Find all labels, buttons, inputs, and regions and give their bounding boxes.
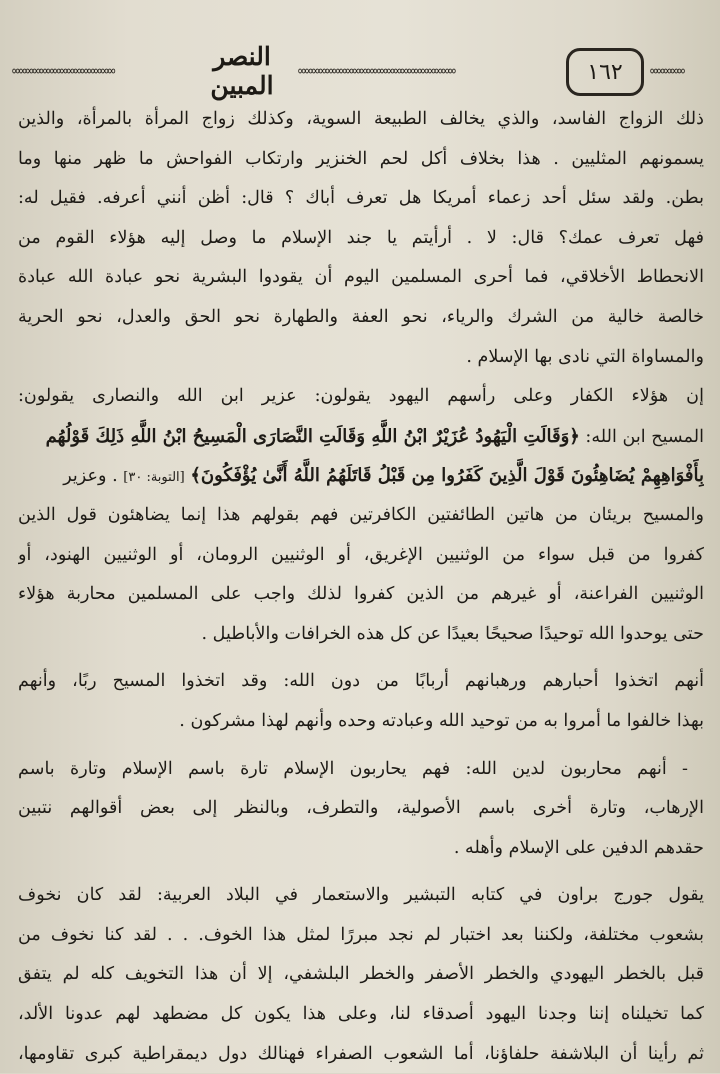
page-body [18,100,704,1074]
text-line: يسمونهم المثليين . هذا بخلاف أكل لحم الخنزير وارتكاب الفواحش ما ظهر منها وما [18,148,704,169]
quran-verse: ﴿وَقَالَتِ الْيَهُودُ عُزَيْرٌ ابْنُ اللَّهِ وَقَالَتِ النَّصَارَى الْمَسِيحُ ابْنُ اللَّهِ ذَلِكَ قَوْلُهُم [45,425,580,447]
verse-reference: [التوبة: ٣٠] [123,470,185,486]
text-line-lead: المسيح ابن الله: [585,426,704,447]
text-line: إن هؤلاء الكفار وعلى رأسهم اليهود يقولون: عزير ابن الله والنصارى يقولون: [18,386,704,407]
text-line: بطن. ولقد سئل أحد زعماء أمريكا هل تعرف أباك ؟ قال: أظن أنني أعرفه. فقيل له: [18,188,704,209]
header-ornament-middle: ∞∞∞∞∞∞∞∞∞∞∞∞∞∞∞∞∞∞∞∞∞∞∞ [298,64,456,76]
quran-intro-line [18,417,704,457]
text-line: حقدهم الدفين على الإسلام وأهله . [453,837,704,858]
quran-verse-cont: بِأَفْوَاهِهِمْ يُضَاهِئُونَ قَوْلَ الَّذِينَ كَفَرُوا مِن قَبْلُ قَاتَلَهُمُ اللَّهُ أَنَّىٰ يُؤْفَكُونَ﴾ [190,465,704,487]
text-line-tail: . وعزير [63,466,118,487]
text-line: ذلك الزواج الفاسد، والذي يخالف الطبيعة السوية، وكذلك زواج المرأة بالمرأة، والذين [18,109,704,129]
text-line: ثم رأينا أن البلاشفة حلفاؤنا، أما الشعوب الصفراء فهنالك دول ديمقراطية كبرى تقاومها، [18,1043,704,1064]
text-line: والمساواة التي نادى بها الإسلام . [466,346,704,367]
text-line: - أنهم محاربون لدين الله: فهم يحاربون الإسلام تارة باسم الإسلام وتارة باسم [18,758,688,779]
text-line: الوثنيين الفراعنة، أو غيرهم من الذين كفروا لذلك واجب على المسلمين محاربة هؤلاء [18,584,704,605]
text-line: يقول جورج براون في كتابه التبشير والاستعمار في البلاد العربية: لقد كان نخوف [18,885,704,906]
text-line: كما تخيلناه إننا وجدنا اليهود أصدقاء لنا، وعلى هذا يكون كل مضطهد لهم عدونا الألد، [18,1004,704,1025]
quran-verse-line [18,456,704,496]
text-line: فهل تعرف عمك؟ قال: لا . أرأيتم يا جند الإسلام ما وصل إليه هؤلاء القوم من [18,227,704,248]
text-line: والمسيح بريئان من هاتين الطائفتين الكافرتين فهم بقولهم هذا إنما يضاهئون قول الذين [18,504,704,525]
running-title: النصر المبين [210,42,274,100]
text-line: خالصة خالية من الشرك والرياء، نحو العفة والطهارة نحو الحق والعدل، نحو الحرية [18,306,704,327]
text-line: بشعوب مختلفة، ولكننا بعد اختبار لم نجد مبررًا لمثل هذا الخوف. . . لقد كنا نخوف من [18,924,704,945]
text-line: كفروا من قبل سواء من الوثنيين الإغريق، أو الوثنيين الرومان، أو الوثنيين الهنود، أو [18,544,704,565]
page-header [0,28,720,98]
text-line: حتى يوحدوا الله توحيدًا صحيحًا بعيدًا عن كل هذه الخرافات والأباطيل . [201,623,704,644]
page-number: ١٦٢ [566,48,644,96]
text-line: الإرهاب، وتارة أخرى باسم الأصولية، والتطرف، وبالنظر إلى بعض أقوالهم نتبين [18,798,704,819]
text-line: بهذا خالفوا ما أمروا به من توحيد الله وعبادته وحده وأنهم لهذا مشركون . [179,710,704,731]
text-line: قبل بالخطر اليهودي والخطر الأصفر والخطر البلشفي، إلا أن هذا التخويف كله لم يتفق [18,964,704,985]
header-ornament-right: ∞∞∞∞∞ [650,64,685,76]
header-ornament-left: ∞∞∞∞∞∞∞∞∞∞∞∞∞∞∞ [12,64,115,76]
text-line: الانحطاط الأخلاقي، فما أحرى المسلمين اليوم أن يقودوا البشرية نحو عبادة الله عبادة [18,267,704,288]
text-line: أنهم اتخذوا أحبارهم ورهبانهم أربابًا من دون الله: وقد اتخذوا المسيح ربًا، وأنهم [18,671,704,692]
